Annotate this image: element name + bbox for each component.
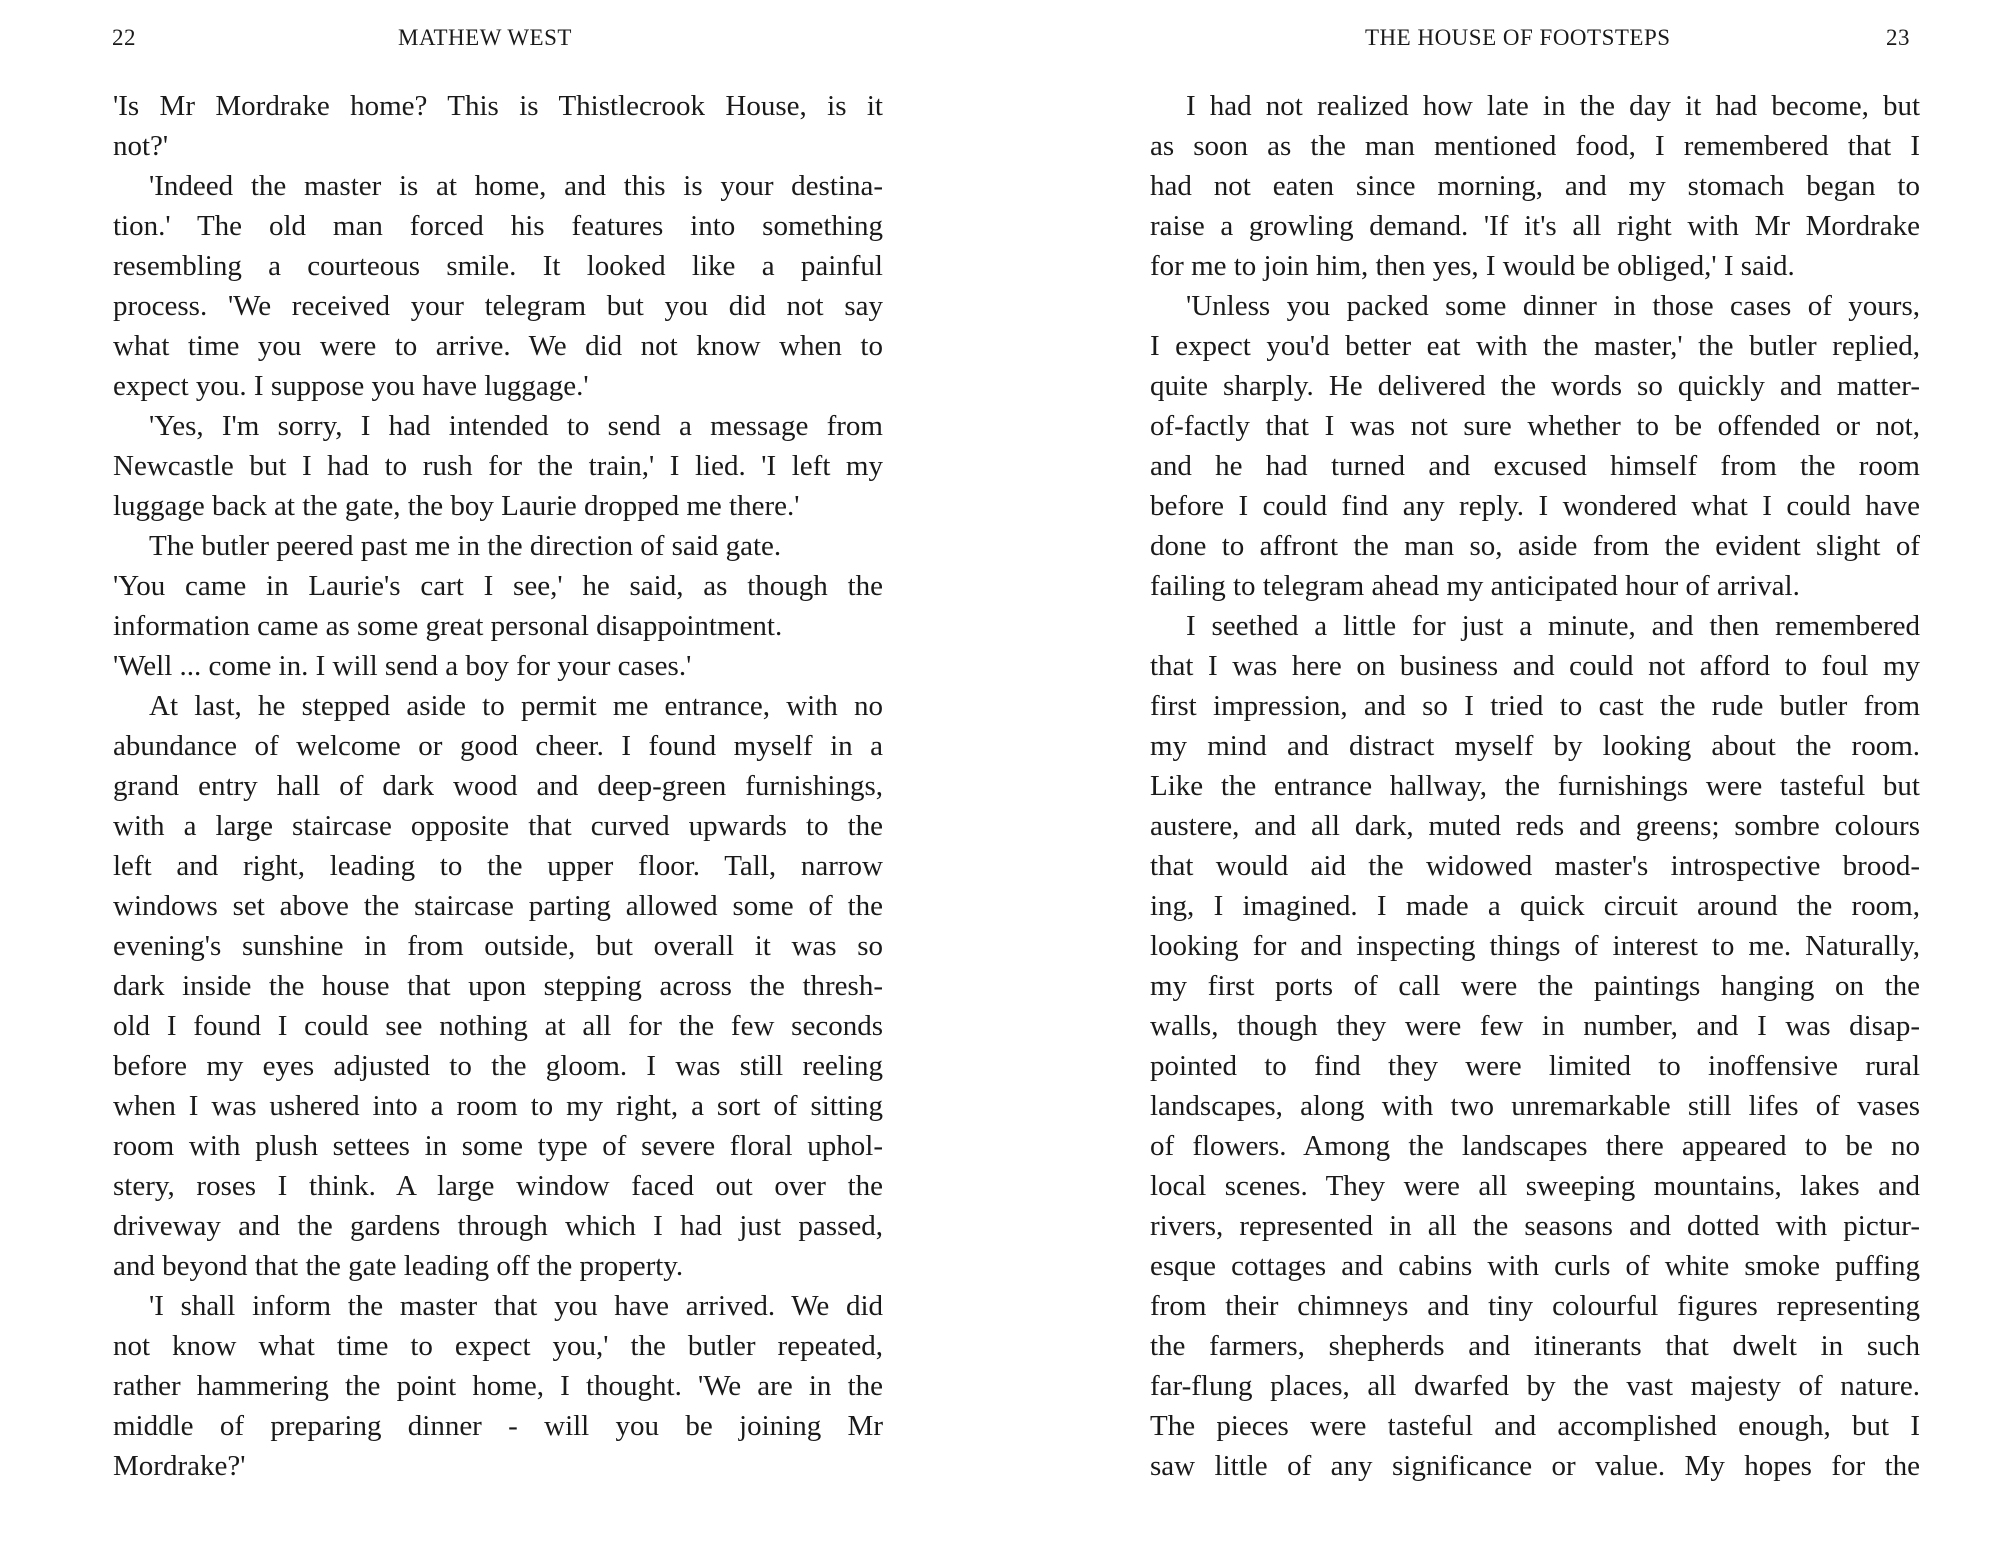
text-line: grand entry hall of dark wood and deep-green furnishings, (113, 770, 883, 802)
text-line: looking for and inspecting things of interest to me. Naturally, (1150, 930, 1920, 962)
text-line: 'Indeed the master is at home, and this is your destina- (149, 170, 883, 202)
text-line: ing, I imagined. I made a quick circuit around the room, (1150, 890, 1920, 922)
text-line: 'Yes, I'm sorry, I had intended to send a message from (149, 410, 883, 442)
text-line: driveway and the gardens through which I had just passed, (113, 1210, 883, 1242)
text-line: left and right, leading to the upper floor. Tall, narrow (113, 850, 883, 882)
page-number: 22 (112, 25, 136, 50)
text-line: process. 'We received your telegram but you did not say (113, 290, 883, 322)
text-line: evening's sunshine in from outside, but overall it was so (113, 930, 883, 962)
text-line: the farmers, shepherds and itinerants that dwelt in such (1150, 1330, 1920, 1362)
text-line: rivers, represented in all the seasons and dotted with pictur- (1150, 1210, 1920, 1242)
text-line: local scenes. They were all sweeping mountains, lakes and (1150, 1170, 1920, 1202)
text-line: quite sharply. He delivered the words so quickly and matter- (1150, 370, 1920, 402)
text-line: not know what time to expect you,' the butler repeated, (113, 1330, 883, 1362)
text-line: resembling a courteous smile. It looked like a painful (113, 250, 883, 282)
text-line: I had not realized how late in the day it had become, but (1186, 90, 1920, 122)
text-line: failing to telegram ahead my anticipated hour of arrival. (1150, 570, 1800, 602)
text-line: landscapes, along with two unremarkable still lifes of vases (1150, 1090, 1920, 1122)
text-line: I seethed a little for just a minute, and then remembered (1186, 610, 1920, 642)
text-line: with a large staircase opposite that curved upwards to the (113, 810, 883, 842)
text-line: I expect you'd better eat with the master,' the butler replied, (1150, 330, 1920, 362)
text-line: windows set above the staircase parting allowed some of the (113, 890, 883, 922)
page-number: 23 (1886, 25, 1910, 50)
right-page (1000, 0, 2000, 1558)
text-line: not?' (113, 130, 169, 162)
text-line: 'Well ... come in. I will send a boy for your cases.' (113, 650, 692, 682)
text-line: middle of preparing dinner - will you be joining Mr (113, 1410, 883, 1442)
text-line: saw little of any significance or value. My hopes for the (1150, 1450, 1920, 1482)
text-line: Mordrake?' (113, 1450, 246, 1482)
text-line: before I could find any reply. I wondered what I could have (1150, 490, 1920, 522)
text-line: what time you were to arrive. We did not know when to (113, 330, 883, 362)
text-line: that I was here on business and could not afford to foul my (1150, 650, 1920, 682)
text-line: my mind and distract myself by looking about the room. (1150, 730, 1920, 762)
text-line: from their chimneys and tiny colourful figures representing (1150, 1290, 1920, 1322)
body-text (1150, 86, 1920, 1486)
text-line: and beyond that the gate leading off the property. (113, 1250, 684, 1282)
text-line: walls, though they were few in number, and I was disap- (1150, 1010, 1920, 1042)
running-head-author: MATHEW WEST (398, 25, 572, 50)
text-line: The pieces were tasteful and accomplished enough, but I (1150, 1410, 1920, 1442)
text-line: stery, roses I think. A large window faced out over the (113, 1170, 883, 1202)
running-head-title: THE HOUSE OF FOOTSTEPS (1365, 25, 1671, 50)
text-line: before my eyes adjusted to the gloom. I was still reeling (113, 1050, 883, 1082)
text-line: room with plush settees in some type of severe floral uphol- (113, 1130, 883, 1162)
text-line: abundance of welcome or good cheer. I found myself in a (113, 730, 883, 762)
text-line: when I was ushered into a room to my right, a sort of sitting (113, 1090, 883, 1122)
text-line: raise a growling demand. 'If it's all right with Mr Mordrake (1150, 210, 1920, 242)
text-line: my first ports of call were the paintings hanging on the (1150, 970, 1920, 1002)
text-line: as soon as the man mentioned food, I remembered that I (1150, 130, 1920, 162)
text-line: dark inside the house that upon stepping across the thresh- (113, 970, 883, 1002)
text-line: first impression, and so I tried to cast the rude butler from (1150, 690, 1920, 722)
text-line: esque cottages and cabins with curls of white smoke puffing (1150, 1250, 1920, 1282)
text-line: pointed to find they were limited to inoffensive rural (1150, 1050, 1920, 1082)
text-line: far-flung places, all dwarfed by the vast majesty of nature. (1150, 1370, 1920, 1402)
text-line: had not eaten since morning, and my stomach began to (1150, 170, 1920, 202)
text-line: that would aid the widowed master's introspective brood- (1150, 850, 1920, 882)
text-line: of-factly that I was not sure whether to be offended or not, (1150, 410, 1920, 442)
text-line: 'Unless you packed some dinner in those cases of yours, (1186, 290, 1920, 322)
text-line: The butler peered past me in the direction of said gate. (149, 530, 782, 562)
text-line: tion.' The old man forced his features into something (113, 210, 883, 242)
text-line: 'Is Mr Mordrake home? This is Thistlecrook House, is it (113, 90, 883, 122)
body-text (113, 86, 883, 1486)
text-line: 'You came in Laurie's cart I see,' he said, as though the (113, 570, 883, 602)
text-line: luggage back at the gate, the boy Laurie dropped me there.' (113, 490, 800, 522)
text-line: for me to join him, then yes, I would be obliged,' I said. (1150, 250, 1795, 282)
text-line: and he had turned and excused himself from the room (1150, 450, 1920, 482)
text-line: At last, he stepped aside to permit me entrance, with no (149, 690, 883, 722)
text-line: information came as some great personal disappointment. (113, 610, 783, 642)
text-line: old I found I could see nothing at all for the few seconds (113, 1010, 883, 1042)
text-line: of flowers. Among the landscapes there appeared to be no (1150, 1130, 1920, 1162)
text-line: 'I shall inform the master that you have arrived. We did (149, 1290, 883, 1322)
text-line: rather hammering the point home, I thought. 'We are in the (113, 1370, 883, 1402)
text-line: Like the entrance hallway, the furnishings were tasteful but (1150, 770, 1920, 802)
text-line: Newcastle but I had to rush for the train,' I lied. 'I left my (113, 450, 883, 482)
text-line: austere, and all dark, muted reds and greens; sombre colours (1150, 810, 1920, 842)
text-line: expect you. I suppose you have luggage.' (113, 370, 589, 402)
text-line: done to affront the man so, aside from the evident slight of (1150, 530, 1920, 562)
